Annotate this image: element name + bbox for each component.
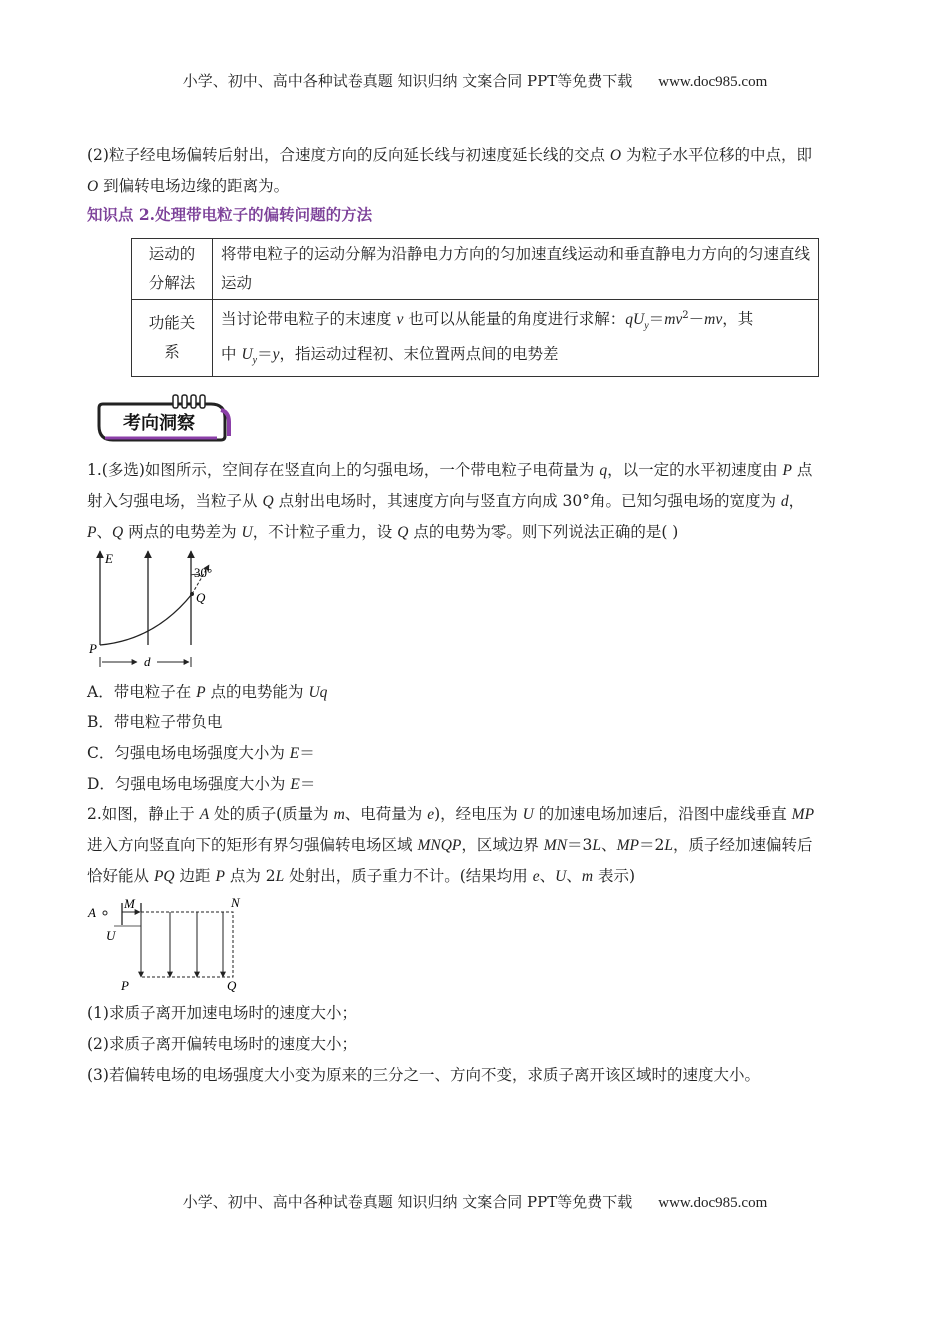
var-q: q xyxy=(599,462,608,479)
var-qu: qU xyxy=(625,311,645,329)
q-text: 点 xyxy=(791,461,813,479)
deflection-region xyxy=(141,912,233,977)
sup-2: 2 xyxy=(682,310,689,321)
cell-text: ＝ xyxy=(257,345,273,364)
sub-y: y xyxy=(252,355,258,367)
intro-text: 为粒子水平位移的中点，即 xyxy=(621,146,813,164)
table-row xyxy=(132,300,819,377)
cell-text: 功能关 xyxy=(148,314,196,333)
cell-text: 运动的 xyxy=(148,245,196,263)
badge-shape xyxy=(93,392,233,444)
q-text: )，经电压为 xyxy=(434,805,523,823)
q-text: ， xyxy=(788,492,805,510)
proton-a xyxy=(103,911,107,915)
var-q-point: Q xyxy=(111,524,124,541)
intro-text: (2)粒子经电场偏转后射出，合速度方向的反向延长线与初速度延长线的交点 xyxy=(87,146,610,164)
cell-text: 也可以从能量的角度进行求解： xyxy=(403,310,626,329)
var-y: y xyxy=(272,346,280,364)
q2-field-figure xyxy=(85,895,245,995)
q-text: ＝2 xyxy=(638,836,665,854)
intro-paragraph xyxy=(87,140,867,202)
label-u: U xyxy=(106,928,116,943)
cell-text: ＝ xyxy=(648,310,665,329)
option-text: D．匀强电场电场强度大小为 xyxy=(87,775,291,793)
cell-text: ，指运动过程初、末位置两点间的电势差 xyxy=(279,345,559,364)
var-e: e xyxy=(427,806,435,823)
q-text: 点射出电场时，其速度方向与竖直方向成 30°角。已知匀强电场的宽度为 xyxy=(273,492,781,510)
var-u: U xyxy=(241,524,253,541)
var-d: d xyxy=(780,493,789,510)
page-header xyxy=(0,70,950,91)
knowledge-point-title: 知识点 2.处理带电粒子的偏转问题的方法 xyxy=(87,205,373,224)
label-n: N xyxy=(231,895,240,910)
var-u: U xyxy=(522,806,534,823)
var-u: U xyxy=(241,346,253,364)
label-d: d xyxy=(144,654,151,669)
cell-text: 系 xyxy=(164,343,180,362)
cell-text: 分解法 xyxy=(148,274,196,292)
label-p: P xyxy=(89,641,97,656)
q-text: 进入方向竖直向下的矩形有界匀强偏转电场区域 xyxy=(87,836,418,854)
method-table xyxy=(131,238,819,377)
q-text: 点为 2 xyxy=(224,867,276,885)
var-l: L xyxy=(664,837,673,854)
label-q: Q xyxy=(227,978,237,993)
var-q-point: Q xyxy=(397,524,409,541)
q-text: ，不计粒子重力，设 xyxy=(252,523,398,541)
header-site: www.doc985.com xyxy=(658,74,768,90)
var-p: P xyxy=(782,462,792,479)
label-angle: 30° xyxy=(194,565,213,580)
var-v: v xyxy=(396,311,404,329)
option-text: ＝ xyxy=(299,775,316,793)
table-value-cell xyxy=(213,300,819,377)
cell-text: 中 xyxy=(221,345,242,364)
q-text: 两点的电势差为 xyxy=(123,523,242,541)
option-text: 点的电势能为 xyxy=(205,683,309,701)
q-text: 1.(多选)如图所示，空间存在竖直向上的匀强电场，一个带电粒子电荷量为 xyxy=(87,461,600,479)
intro-text: 到偏转电场边缘的距离为。 xyxy=(98,177,290,195)
label-q: Q xyxy=(196,590,206,605)
q-text: ＝3 xyxy=(567,836,593,854)
q-text: 、 xyxy=(96,523,112,541)
var-o: O xyxy=(609,147,622,164)
sub-question-2: (2)求质子离开偏转电场时的速度大小； xyxy=(87,1035,357,1053)
var-l: L xyxy=(275,868,285,885)
q-text: 2.如图，静止于 xyxy=(87,805,200,823)
var-mnqp: MNQP xyxy=(417,837,462,854)
var-mv: mv xyxy=(704,311,723,329)
q-text: ，质子经加速偏转后 xyxy=(672,836,813,854)
cell-text: ，其 xyxy=(722,310,754,329)
var-mp: MP xyxy=(616,837,639,854)
option-d xyxy=(87,769,867,800)
label-e: E xyxy=(105,551,113,566)
q-text: ，以一定的水平初速度由 xyxy=(607,461,783,479)
var-m: m xyxy=(333,806,345,823)
page-footer xyxy=(0,1191,950,1212)
option-b: B．带电粒子带负电 xyxy=(87,713,223,731)
question-1 xyxy=(87,455,867,548)
q-text: ，区域边界 xyxy=(461,836,544,854)
q-text: 、 xyxy=(601,836,617,854)
var-p: P xyxy=(215,868,225,885)
q-text: 处射出，质子重力不计。(结果均用 xyxy=(284,867,533,885)
table-key-cell xyxy=(132,239,213,300)
section-badge xyxy=(93,392,233,444)
var-l: L xyxy=(592,837,602,854)
q-text: 、电荷量为 xyxy=(344,805,428,823)
q-text: 处的质子(质量为 xyxy=(209,805,334,823)
footer-site: www.doc985.com xyxy=(658,1195,768,1211)
q-text: 点的电势为零。则下列说法正确的是( ) xyxy=(408,523,679,541)
var-q-point: Q xyxy=(262,493,274,510)
var-m: m xyxy=(581,868,594,885)
option-text: C．匀强电场电场强度大小为 xyxy=(87,744,290,762)
var-e: E xyxy=(290,776,300,793)
var-a: A xyxy=(199,806,210,823)
var-pq: PQ xyxy=(153,868,175,885)
q-text: 表示) xyxy=(593,867,635,885)
option-c xyxy=(87,738,867,769)
trajectory-curve xyxy=(100,594,192,645)
cell-text: 当讨论带电粒子的末速度 xyxy=(221,310,397,329)
table-key-cell xyxy=(132,300,213,377)
var-e: E xyxy=(289,745,300,762)
q-text: 、 xyxy=(539,867,556,885)
footer-title: 小学、初中、高中各种试卷真题 知识归纳 文案合同 PPT等免费下载 xyxy=(182,1193,633,1211)
option-text: ＝ xyxy=(299,744,315,762)
var-mn: MN xyxy=(543,837,568,854)
var-mv: mv xyxy=(664,311,683,329)
label-m: M xyxy=(124,896,135,911)
q-text: 、 xyxy=(566,867,582,885)
point-q xyxy=(190,592,194,596)
q-text: 恰好能从 xyxy=(87,867,154,885)
header-title: 小学、初中、高中各种试卷真题 知识归纳 文案合同 PPT等免费下载 xyxy=(182,72,633,90)
var-e: e xyxy=(532,868,540,885)
badge-label: 考向洞察 xyxy=(123,413,195,434)
sub-question-1: (1)求质子离开加速电场时的速度大小； xyxy=(87,1004,357,1022)
var-uq: Uq xyxy=(308,684,328,701)
sub-y: y xyxy=(644,320,649,332)
option-text: A．带电粒子在 xyxy=(87,683,197,701)
cell-text: － xyxy=(688,310,705,329)
sub-question-3: (3)若偏转电场的电场强度大小变为原来的三分之一、方向不变，求质子离开该区域时的速度大小。 xyxy=(87,1066,760,1084)
question-2 xyxy=(87,799,867,892)
label-a: A xyxy=(88,905,96,920)
var-mp: MP xyxy=(791,806,815,823)
var-p: P xyxy=(87,524,97,541)
q-text: 射入匀强电场，当粒子从 xyxy=(87,492,263,510)
option-a xyxy=(87,677,867,708)
q-text: 边距 xyxy=(174,867,216,885)
label-p: P xyxy=(121,978,129,993)
q1-field-figure xyxy=(85,545,235,675)
table-value-cell: 将带电粒子的运动分解为沿静电力方向的匀加速直线运动和垂直静电力方向的匀速直线运动 xyxy=(213,239,819,300)
var-u: U xyxy=(555,868,567,885)
table-row xyxy=(132,239,819,300)
q-text: 的加速电场加速后，沿图中虚线垂直 xyxy=(533,805,792,823)
var-o: O xyxy=(87,178,99,195)
var-p: P xyxy=(196,684,206,701)
